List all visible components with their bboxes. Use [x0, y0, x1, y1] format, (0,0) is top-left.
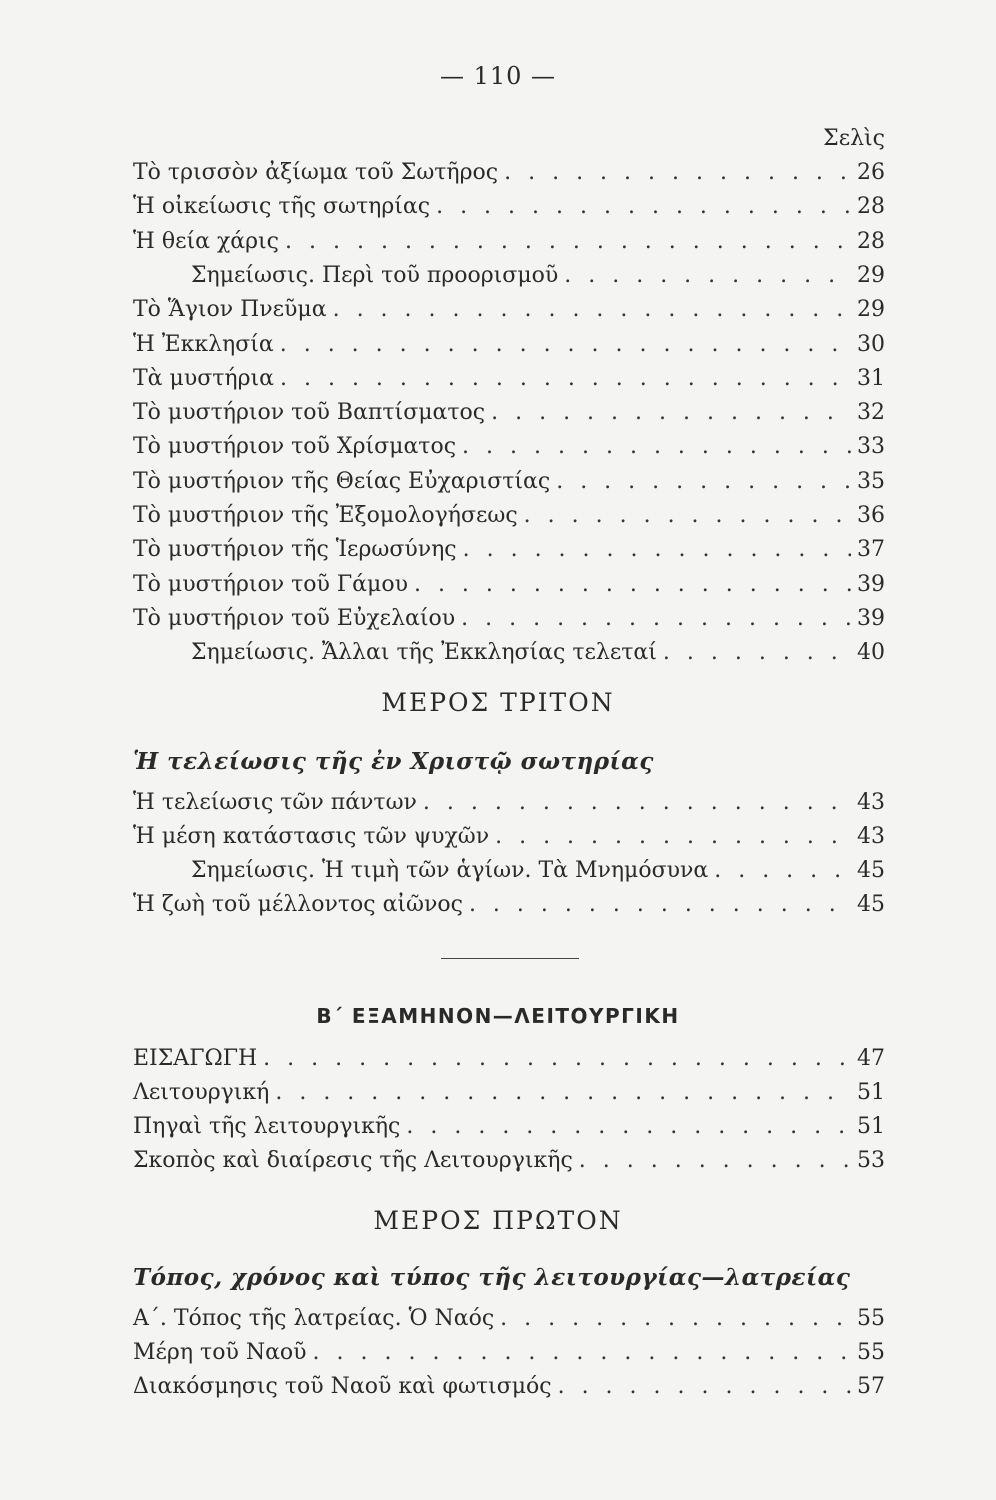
toc-entry-page: 32: [857, 400, 885, 426]
part-three-subtitle: Ἡ τελείωσις τῆς ἐν Χριστῷ σωτηρίας: [133, 748, 654, 775]
toc-entry: [133, 634, 885, 668]
toc-entry-page: 33: [857, 434, 885, 460]
dot-leader: [280, 364, 851, 394]
toc-entry-page: 40: [857, 640, 885, 666]
toc-entry: [133, 257, 885, 291]
section-heading: Β΄ ΕΞΑΜΗΝΟΝ—ΛΕΙΤΟΥΡΓΙΚΗ: [316, 1004, 680, 1028]
toc-entry: [133, 188, 885, 222]
toc-entry: [133, 886, 885, 920]
dot-leader: [463, 535, 851, 565]
toc-entry-title: Ἡ θεία χάρις: [133, 228, 280, 254]
toc-entry: [133, 360, 885, 394]
dot-leader: [491, 398, 851, 428]
toc-entry-title: Διακόσμησις τοῦ Ναοῦ καὶ φωτισμός: [133, 1374, 552, 1399]
toc-entry-title: ΕΙΣΑΓΩΓΗ: [133, 1046, 258, 1071]
toc-entry-title: Μέρη τοῦ Ναοῦ: [133, 1340, 307, 1365]
toc-entry-title: Τὸ μυστήριον τοῦ Βαπτίσματος: [133, 400, 486, 426]
dot-leader: [263, 1044, 851, 1074]
toc-entry: [133, 1108, 885, 1142]
section-divider: [441, 958, 579, 959]
dot-leader: [423, 788, 851, 818]
toc-entry-page: 37: [857, 537, 885, 563]
toc-entry-page: 31: [857, 365, 885, 391]
toc-entry: [133, 1300, 885, 1334]
toc-entry-page: 55: [857, 1306, 885, 1331]
dot-leader: [579, 1146, 851, 1176]
dot-leader: [313, 1338, 851, 1368]
page-column-header: Σελὶς: [823, 126, 885, 151]
dot-leader: [461, 604, 851, 634]
toc-entry-page: 29: [857, 262, 885, 288]
toc-entry: [133, 566, 885, 600]
toc-entry: [133, 428, 885, 462]
part-one-heading: ΜΕΡΟΣ ΠΡΩΤΟΝ: [373, 1206, 623, 1235]
toc-entry-page: 28: [857, 194, 885, 220]
toc-entry-page: 51: [857, 1114, 885, 1139]
toc-entry-page: 30: [857, 331, 885, 357]
dot-leader: [462, 432, 851, 462]
toc-entry-title: Τὸ μυστήριον τοῦ Εὐχελαίου: [133, 605, 456, 631]
toc-entry: [133, 784, 885, 818]
toc-entry-title: Πηγαὶ τῆς λειτουργικῆς: [133, 1114, 401, 1139]
toc-entry-title: Τὸ μυστήριον τῆς Θείας Εὐχαριστίας: [133, 468, 551, 494]
toc-entry-title: Τὸ Ἅγιον Πνεῦμα: [133, 297, 327, 323]
dot-leader: [285, 227, 851, 257]
toc-entry: [133, 1142, 885, 1176]
toc-entry-title: Ἡ τελείωσις τῶν πάντων: [133, 790, 417, 815]
toc-entry-title: Σκοπὸς καὶ διαίρεσις τῆς Λειτουργικῆς: [133, 1148, 573, 1173]
toc-entry-title: Σημείωσις. Ἄλλαι τῆς Ἐκκλησίας τελεταί: [191, 640, 657, 666]
toc-entry: [133, 326, 885, 360]
dot-leader: [436, 192, 851, 222]
toc-entry-page: 45: [857, 858, 885, 883]
toc-entry-title: Τὸ τρισσὸν ἀξίωμα τοῦ Σωτῆρος: [133, 160, 499, 185]
toc-entry-title: Τὸ μυστήριον τοῦ Χρίσματος: [133, 434, 457, 460]
dot-leader: [280, 330, 851, 360]
toc-entry: [133, 1334, 885, 1368]
toc-entry: [133, 600, 885, 634]
toc-entry-page: 55: [857, 1340, 885, 1365]
dot-leader: [495, 822, 851, 852]
toc-entry: [133, 223, 885, 257]
dot-leader: [333, 295, 851, 325]
toc-entry-page: 51: [857, 1080, 885, 1105]
part-one-subtitle: Τόπος, χρόνος καὶ τύπος τῆς λειτουργίας—λατρείας: [133, 1264, 851, 1291]
toc-entry: [133, 154, 885, 188]
toc-entry-page: 43: [857, 790, 885, 815]
dot-leader: [524, 501, 851, 531]
toc-entry: [133, 394, 885, 428]
page-number: — 110 —: [439, 62, 557, 90]
toc-entry-title: Τὰ μυστήρια: [133, 365, 274, 391]
toc-entry-page: 53: [857, 1148, 885, 1173]
toc-entry: [133, 291, 885, 325]
dot-leader: [406, 1112, 851, 1142]
toc-entry-title: Ἡ Ἐκκλησία: [133, 331, 274, 357]
toc-entry-page: 26: [857, 160, 885, 185]
toc-entry-title: Τὸ μυστήριον τοῦ Γάμου: [133, 571, 408, 597]
toc-entry-page: 43: [857, 824, 885, 849]
toc-entry-page: 29: [857, 297, 885, 323]
toc-entry-page: 47: [857, 1046, 885, 1071]
dot-leader: [414, 570, 851, 600]
toc-entry-title: Ἡ ζωὴ τοῦ μέλλοντος αἰῶνος: [133, 892, 463, 917]
toc-entry: [133, 852, 885, 886]
dot-leader: [469, 890, 851, 920]
dot-leader: [504, 158, 851, 188]
toc-entry-title: Σημείωσις. Περὶ τοῦ προορισμοῦ: [191, 262, 559, 288]
dot-leader: [275, 1078, 851, 1108]
toc-entry-title: Ἡ οἰκείωσις τῆς σωτηρίας: [133, 194, 431, 220]
toc-entry-title: Λειτουργική: [133, 1080, 270, 1105]
toc-entry: [133, 1074, 885, 1108]
toc-entry-title: Τὸ μυστήριον τῆς Ἐξομολογήσεως: [133, 503, 518, 528]
toc-entry-page: 45: [857, 892, 885, 917]
dot-leader: [714, 856, 851, 886]
dot-leader: [663, 638, 851, 668]
dot-leader: [558, 1372, 851, 1402]
toc-entry-page: 28: [857, 228, 885, 254]
part-three-heading: ΜΕΡΟΣ ΤΡΙΤΟΝ: [381, 688, 615, 717]
toc-entry: [133, 497, 885, 531]
toc-entry-page: 36: [857, 503, 885, 528]
toc-entry: [133, 463, 885, 497]
toc-entry-title: Α΄. Τόπος τῆς λατρείας. Ὁ Ναός: [133, 1306, 495, 1331]
toc-entry: [133, 818, 885, 852]
toc-entry: [133, 531, 885, 565]
toc-entry: [133, 1368, 885, 1402]
toc-entry-title: Σημείωσις. Ἡ τιμὴ τῶν ἁγίων. Τὰ Μνημόσυνα: [191, 858, 709, 883]
toc-entry-title: Τὸ μυστήριον τῆς Ἱερωσύνης: [133, 537, 457, 563]
dot-leader: [564, 261, 851, 291]
dot-leader: [500, 1304, 851, 1334]
toc-entry-title: Ἡ μέση κατάστασις τῶν ψυχῶν: [133, 824, 490, 849]
toc-entry-page: 39: [857, 605, 885, 631]
toc-entry-page: 35: [857, 468, 885, 494]
toc-entry-page: 57: [857, 1374, 885, 1399]
dot-leader: [556, 467, 851, 497]
toc-entry: [133, 1040, 885, 1074]
toc-entry-page: 39: [857, 571, 885, 597]
